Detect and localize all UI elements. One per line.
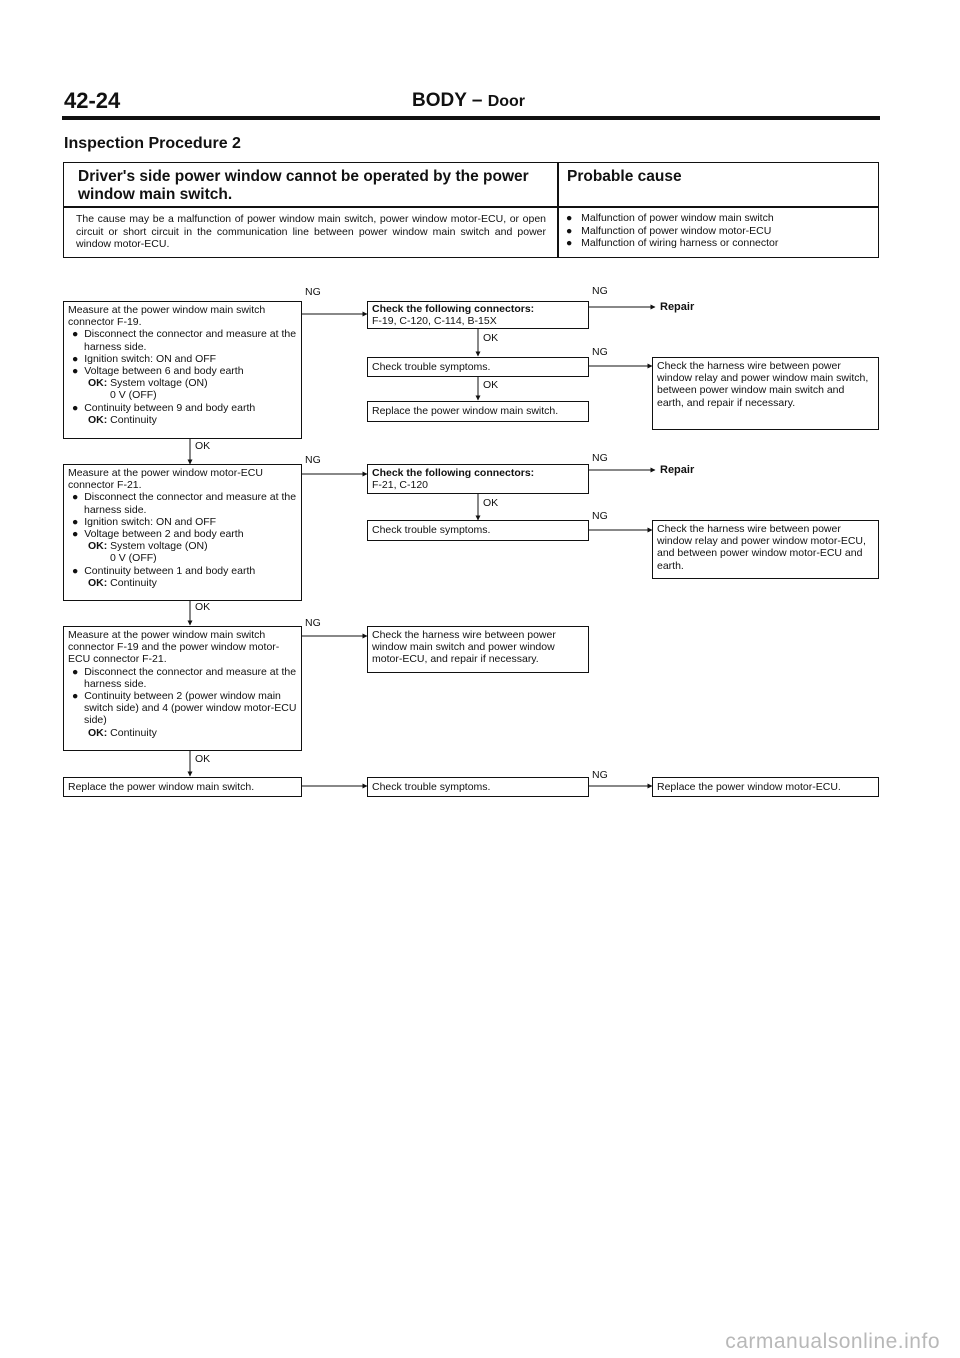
step3-ok-continuity: OK: Continuity [88, 726, 157, 739]
procedure-title: Inspection Procedure 2 [64, 135, 241, 152]
repair2-text: Repair [660, 464, 695, 476]
harness1-box [652, 357, 879, 430]
connectors1-box [367, 301, 589, 329]
replace1-box [367, 401, 589, 422]
connectors2-title: Check the following connectors: [372, 467, 535, 479]
harness2-box [652, 520, 879, 579]
step2-ok-voltage: OK: System voltage (ON) [88, 540, 208, 553]
page-number: 42-24 [64, 88, 121, 113]
step1-item: ● Disconnect the connector and measure at the harness side. [72, 328, 297, 353]
subsection-name: Door [487, 93, 526, 110]
step1-ok-voltage: OK: System voltage (ON) [88, 377, 208, 390]
connectors1-list: F-19, C-120, C-114, B-15X [372, 315, 497, 328]
ng-label: NG [592, 452, 608, 464]
repair1-text: Repair [660, 301, 695, 313]
ng-label: NG [592, 285, 608, 297]
step1-item: ● Ignition switch: ON and OFF [72, 352, 217, 365]
harness3-box [367, 626, 589, 673]
harness1-text: Check the harness wire between power window relay and power window main switch, between power window main switch and earth, and repair if necessary. [657, 360, 869, 409]
trouble2-box [367, 520, 589, 541]
step2-item-voltage: ● Voltage between 2 and body earth [72, 528, 244, 541]
harness2-text: Check the harness wire between power window relay and power window motor-ECU, and between power window motor-ECU and earth. [657, 523, 866, 572]
replace-switch-text: Replace the power window main switch. [68, 781, 255, 793]
connectors2-box [367, 464, 589, 494]
step2-title: Measure at the power window motor-ECU connector F-21. [68, 467, 263, 492]
replace-ecu-box [652, 777, 879, 797]
cause-description: The cause may be a malfunction of power window main switch, power window motor-ECU, or open circuit or short circuit in the communication line between power window main switch and power window motor-ECU. [76, 213, 546, 250]
section-name: BODY [412, 90, 467, 111]
replace-switch-box [63, 777, 302, 797]
ok-label: OK [195, 440, 211, 452]
step1-title: Measure at the power window main switch connector F-19. [68, 304, 266, 329]
ok-label: OK [483, 497, 499, 509]
step1-ok-voltage-off: 0 V (OFF) [110, 389, 157, 402]
step2-item-continuity: ● Continuity between 1 and body earth [72, 564, 256, 577]
trouble1-text: Check trouble symptoms. [372, 361, 491, 373]
replace-ecu-text: Replace the power window motor-ECU. [657, 781, 841, 793]
harness3-text: Check the harness wire between power window main switch and power window motor-ECU, and repair if necessary. [372, 629, 556, 666]
ok-label: OK [483, 379, 499, 391]
symptom-heading: Driver's side power window cannot be operated by the power window main switch. [78, 168, 529, 203]
step2-box [63, 464, 302, 601]
ng-label: NG [305, 617, 321, 629]
connectors2-list: F-21, C-120 [372, 479, 429, 492]
ok-label: OK [195, 753, 211, 765]
trouble4-text: Check trouble symptoms. [372, 781, 491, 793]
cause-item: ● Malfunction of wiring harness or connector [566, 237, 779, 249]
ng-label: NG [305, 286, 321, 298]
ng-label: NG [592, 510, 608, 522]
ng-label: NG [305, 454, 321, 466]
step3-box [63, 626, 302, 751]
step3-title: Measure at the power window main switch connector F-19 and the power window motor-ECU connector F-21. [68, 629, 280, 666]
step1-item-voltage: ● Voltage between 6 and body earth [72, 365, 244, 378]
trouble2-text: Check trouble symptoms. [372, 524, 491, 536]
cause-item: ● Malfunction of power window motor-ECU [566, 224, 772, 237]
step3-item-continuity: ● Continuity between 2 (power window main switch side) and 4 (power window motor-ECU side) [72, 690, 297, 727]
step3-item-disconnect: ● Disconnect the connector and measure at the harness side. [72, 665, 297, 690]
ok-label: OK [195, 601, 211, 613]
step2-ok-continuity: OK: Continuity [88, 576, 157, 589]
trouble1-box [367, 357, 589, 377]
step1-ok-continuity: OK: Continuity [88, 413, 157, 426]
step2-item: ● Ignition switch: ON and OFF [72, 515, 217, 528]
ng-label: NG [592, 346, 608, 358]
section-dash: – [471, 90, 483, 111]
ok-label: OK [483, 332, 499, 344]
trouble4-box [367, 777, 589, 797]
step2-item: ● Disconnect the connector and measure at the harness side. [72, 491, 297, 516]
replace1-text: Replace the power window main switch. [372, 405, 559, 417]
cause-item: ● Malfunction of power window main switch [566, 212, 774, 224]
step1-box [63, 301, 302, 439]
connectors1-title: Check the following connectors: [372, 303, 535, 315]
step1-item-continuity: ● Continuity between 9 and body earth [72, 401, 256, 414]
watermark: carmanualsonline.info [725, 1330, 940, 1353]
ng-label: NG [592, 769, 608, 781]
step2-ok-voltage-off: 0 V (OFF) [110, 552, 157, 565]
probable-cause-heading: Probable cause [567, 168, 682, 185]
